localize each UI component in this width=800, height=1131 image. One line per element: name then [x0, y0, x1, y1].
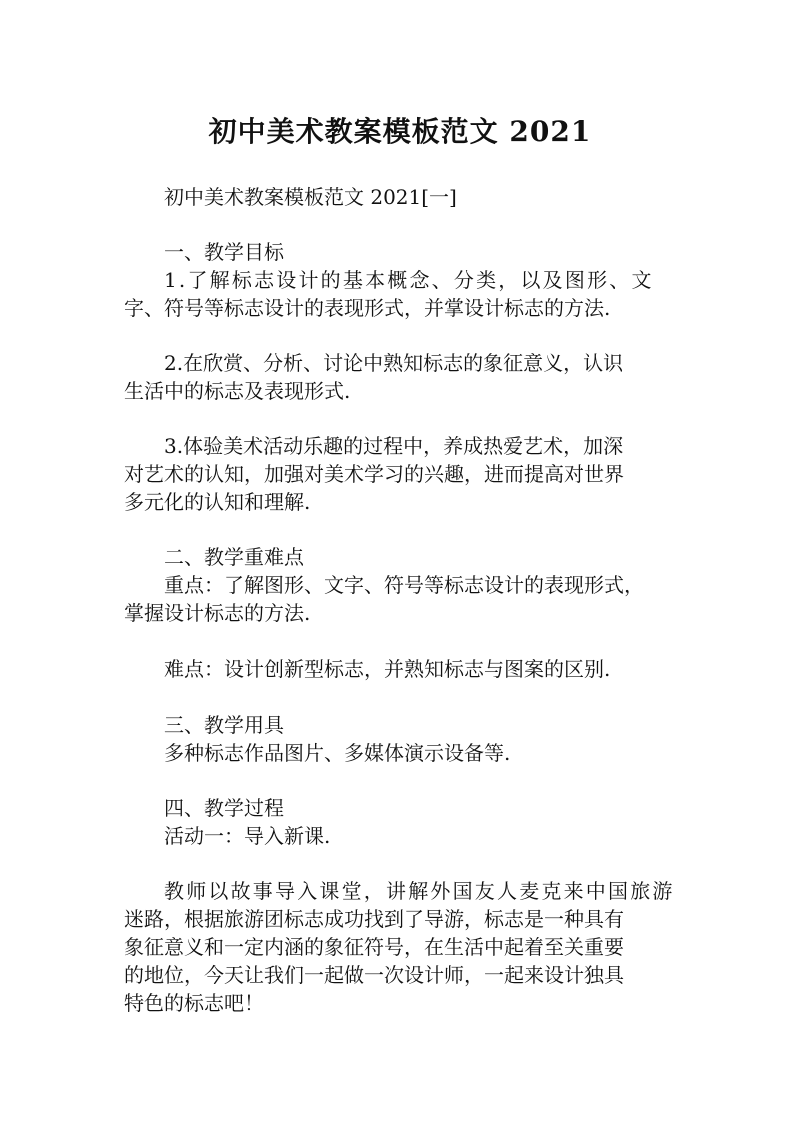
- paragraph-line: 3.体验美术活动乐趣的过程中，养成热爱艺术，加深: [164, 434, 624, 458]
- paragraph-line: 的地位，今天让我们一起做一次设计师，一起来设计独具: [124, 963, 624, 987]
- paragraph-line: 字、符号等标志设计的表现形式，并掌设计标志的方法.: [124, 296, 611, 320]
- paragraph-line: 1.了解标志设计的基本概念、分类，以及图形、文: [164, 268, 654, 292]
- paragraph-line: 迷路，根据旅游团标志成功找到了导游，标志是一种具有: [124, 907, 624, 931]
- paragraph-line: 2.在欣赏、分析、讨论中熟知标志的象征意义，认识: [164, 351, 624, 375]
- paragraph-line: 对艺术的认知，加强对美术学习的兴趣，进而提高对世界: [124, 462, 624, 486]
- paragraph-line: 难点：设计创新型标志，并熟知标志与图案的区别.: [164, 657, 611, 681]
- section-heading-key-points: 二、教学重难点: [164, 545, 304, 569]
- section-heading-tools: 三、教学用具: [164, 713, 284, 737]
- paragraph-line: 生活中的标志及表现形式.: [124, 379, 351, 403]
- section-heading-process: 四、教学过程: [164, 796, 284, 820]
- paragraph-line: 象征意义和一定内涵的象征符号，在生活中起着至关重要: [124, 935, 624, 959]
- paragraph-line: 掌握设计标志的方法.: [124, 601, 311, 625]
- subtitle: 初中美术教案模板范文 2021[一]: [164, 185, 457, 209]
- paragraph-line: 活动一：导入新课.: [164, 824, 331, 848]
- paragraph-line: 多种标志作品图片、多媒体演示设备等.: [164, 741, 511, 765]
- section-heading-objectives: 一、教学目标: [164, 240, 284, 264]
- paragraph-line: 教师以故事导入课堂，讲解外国友人麦克来中国旅游: [164, 879, 675, 903]
- paragraph-line: 特色的标志吧！: [124, 991, 264, 1015]
- paragraph-line: 重点：了解图形、文字、符号等标志设计的表现形式，: [164, 573, 644, 597]
- document-title: 初中美术教案模板范文 2021: [208, 115, 592, 148]
- paragraph-line: 多元化的认知和理解.: [124, 490, 311, 514]
